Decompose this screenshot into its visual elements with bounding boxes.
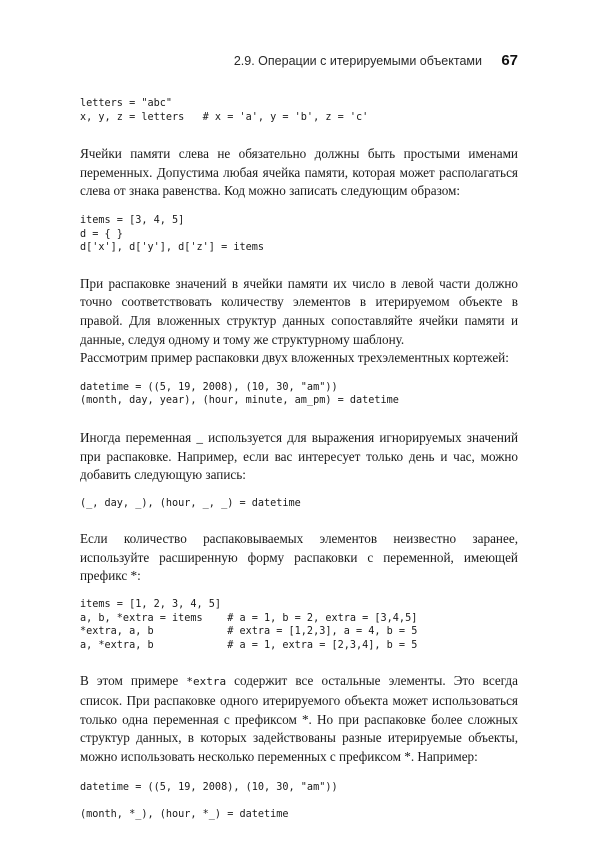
page-body (80, 97, 518, 822)
paragraph-star-text-before: В этом примере (80, 673, 187, 689)
paragraph-extended-unpacking: Если количество распаковываемых элементов неизвестно заранее, используйте расширенную форму распаковки с переменной, имеющей префикс *: (80, 531, 518, 584)
code-block-star-extra: items = [1, 2, 3, 4, 5] a, b, *extra = items # a = 1, b = 2, extra = [3,4,5] *extra, a, b # extra = [1,2,3], a = 4, b = 5 a, *extra, b # a = 1, extra = [2,3,4], b = 5 (80, 599, 418, 651)
inline-code-extra: *extra (186, 675, 227, 689)
code-block-datetime-2: datetime = ((5, 19, 2008), (10, 30, "am")) (80, 782, 338, 794)
paragraph-nested-example: Рассмотрим пример распаковки двух вложенных трехэлементных кортежей: (80, 350, 509, 366)
paragraph-star-text-after: содержит все остальные элементы. Это всегда список. При распаковке одного итерируемого объекта может использоваться только одна переменная с префиксом *. Но при распаковке более сложных структур данных, в которых задействованы разные итерируемые объекты, можно использовать несколько переменных с префиксом *. Например: (80, 673, 518, 764)
paragraph-underscore: Иногда переменная _ используется для выражения игнорируемых значений при распаковке. Например, если вас интересует только день и час, можно добавить следующую запись: (80, 429, 518, 483)
paragraph-memory-cells: Ячейки памяти слева не обязательно должны быть простыми именами переменных. Допустима любая ячейка памяти, которая может располагаться слева от знака равенства. Код можно записать следующим образом: (80, 146, 518, 199)
section-title: 2.9. Операции с итерируемыми объектами (233, 54, 482, 68)
page-header (80, 52, 518, 72)
code-block-dict-items: items = [3, 4, 5] d = { } d['x'], d['y'], d['z'] = items (80, 214, 265, 254)
page-number: 67 (501, 52, 518, 69)
paragraph-unpacking-count: При распаковке значений в ячейки памяти их число в левой части должно точно соответствовать количеству элементов в итерируемом объекте в правой. Для вложенных структур данных сопоставляйте ячейки памяти и данные, следуя одному и тому же структурному шаблону. (80, 275, 518, 347)
code-block-underscore: (_, day, _), (hour, _, _) = datetime (80, 497, 301, 509)
paragraph-star-explanation (80, 672, 518, 766)
code-block-star-underscore: (month, *_), (hour, *_) = datetime (80, 809, 289, 820)
code-block-letters: letters = "abc" x, y, z = letters # x = 'a', y = 'b', z = 'c' (80, 98, 369, 123)
code-block-datetime: datetime = ((5, 19, 2008), (10, 30, "am")) (month, day, year), (hour, minute, am_pm) = datetime (80, 381, 399, 407)
